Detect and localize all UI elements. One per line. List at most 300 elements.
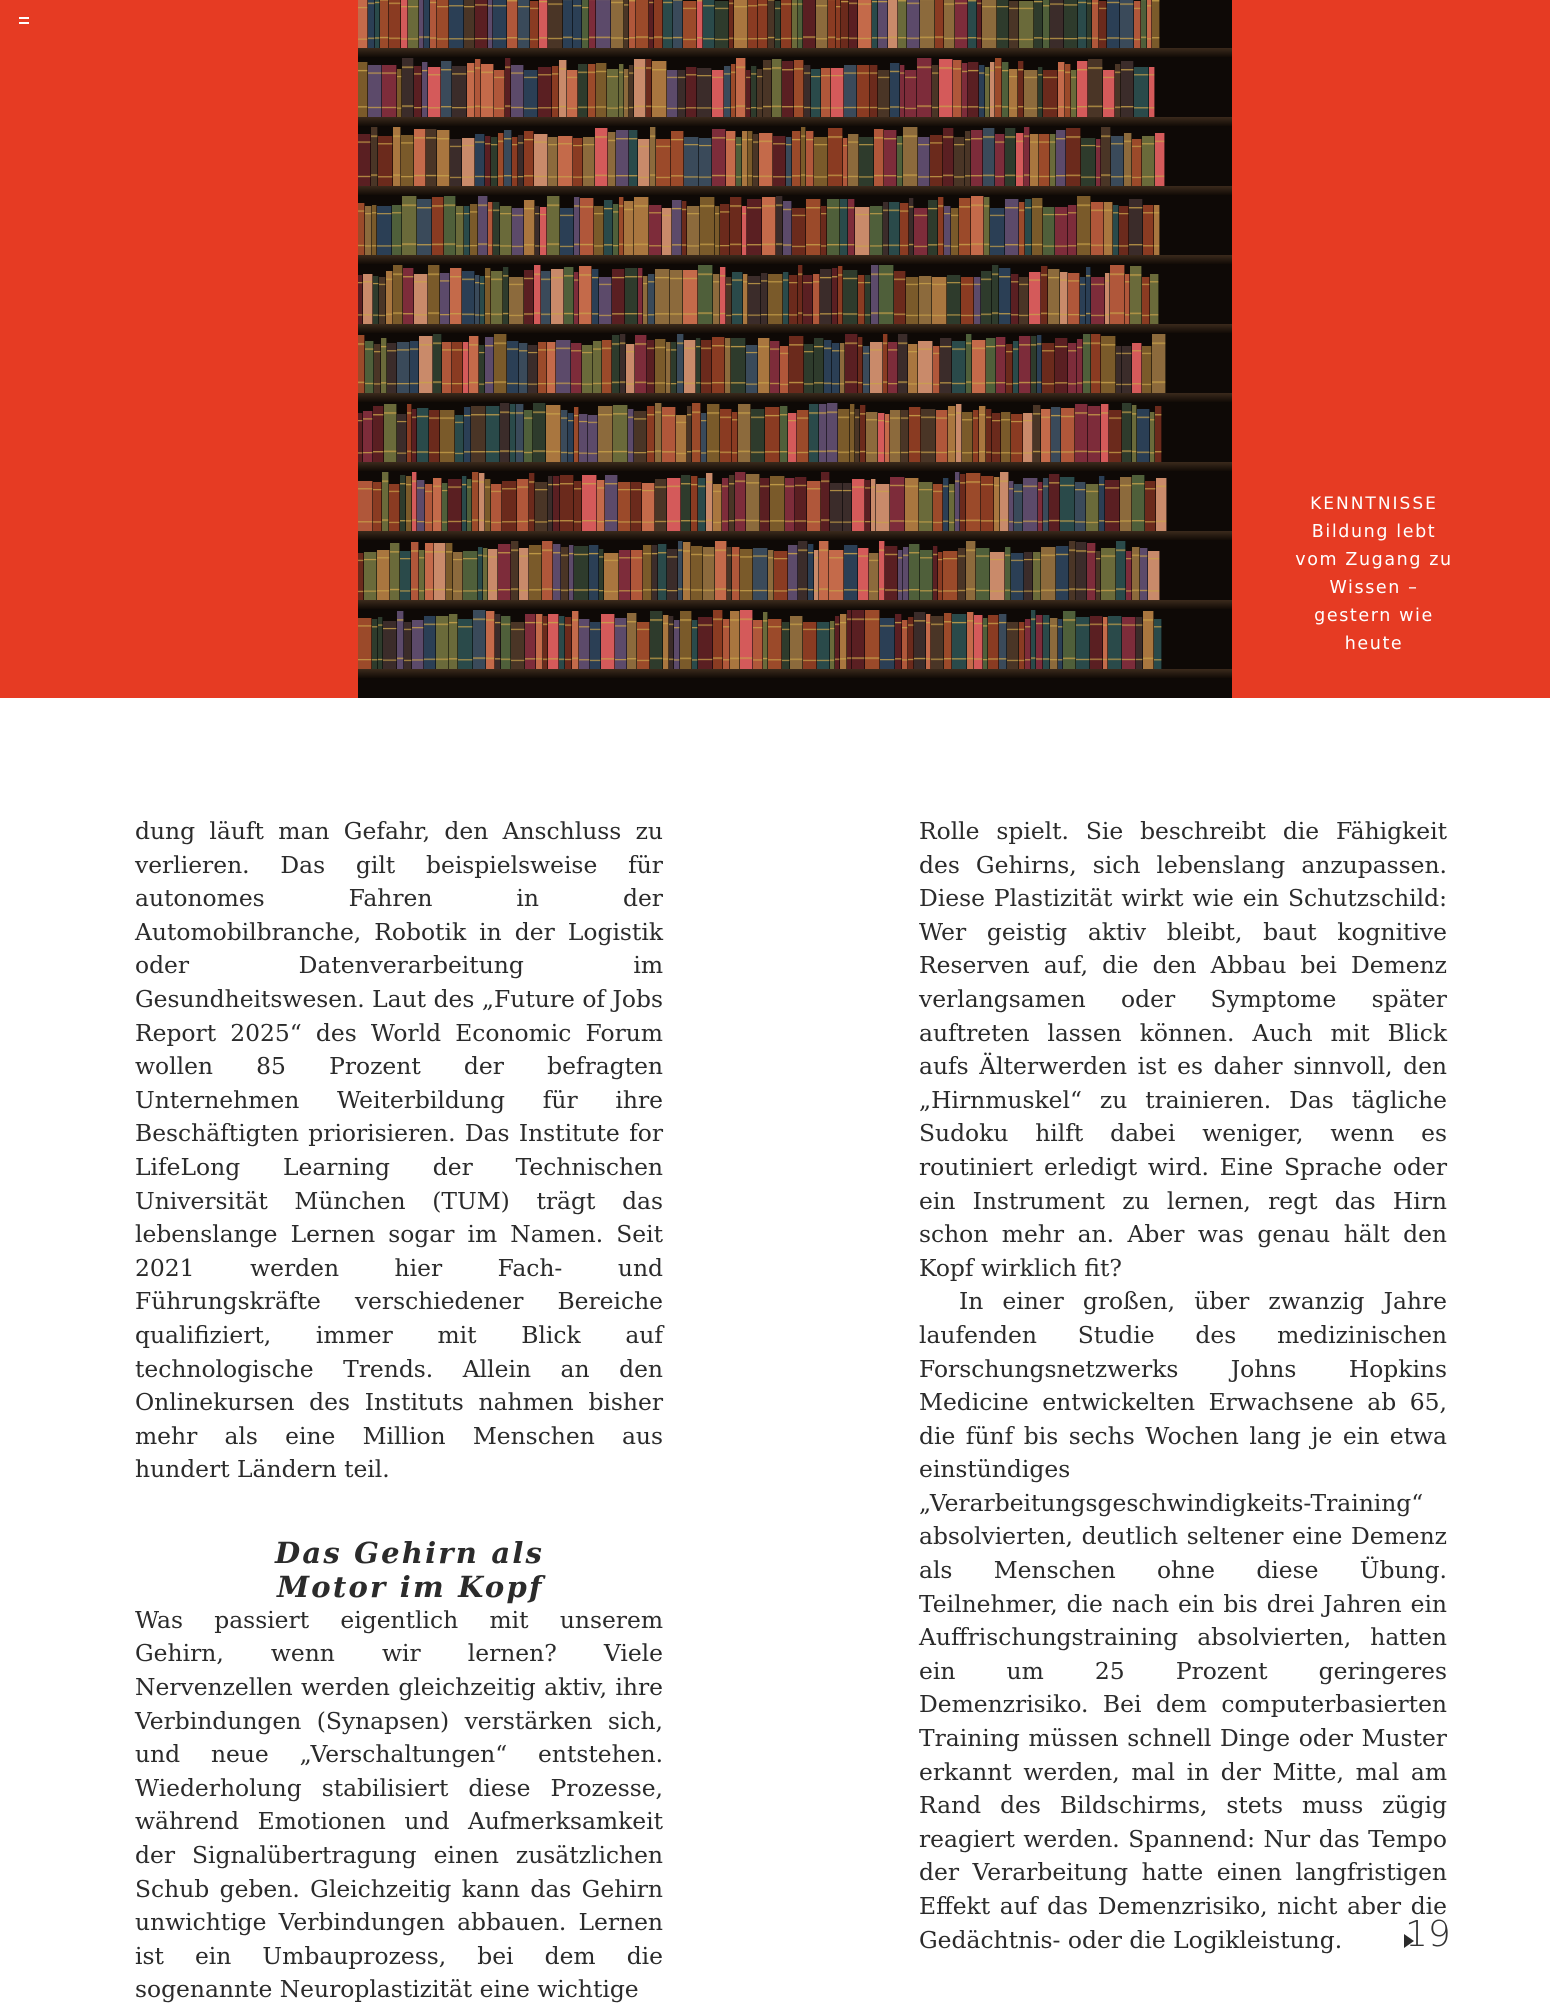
body-paragraph-text: In einer großen, über zwanzig Jahre laufenden Studie des medizinischen Forschungsnetzwerks Johns Hopkins Medicine entwickelten Erwachsene ab 65, die fünf bis sechs Wochen lang je ein etwa einstündiges „Verarbeitungsgeschwindigkeits-Training“ absolvierten, deutlich seltener eine Demenz als Menschen ohne diese Übung. Teilnehmer, die nach ein bis drei Jahren ein Auffrischungstraining absolvierten, hatten ein um 25 Prozent geringeres Demenzrisiko. Bei dem computerbasierten Training müssen schnell Dinge oder Muster erkannt werden, mal in der Mitte, mal am Rand des Bildschirms, stets muss zügig reagiert werden. Spannend: Nur das Tempo der Verarbeitung hatte einen langfristigen Effekt auf das Demenzrisiko, nicht aber die Gedächtnis- oder die Logikleistung. — [919, 1287, 1447, 1954]
book-spine — [703, 547, 715, 600]
book-spine — [658, 544, 667, 600]
book-spine — [900, 203, 909, 255]
book-spine — [843, 270, 858, 324]
book-spine — [593, 341, 602, 393]
book-spine — [1143, 205, 1154, 255]
book-spine — [567, 70, 578, 117]
book-spine — [751, 409, 765, 462]
book-spine — [1122, 346, 1132, 393]
book-spine — [824, 340, 832, 393]
book-spine — [629, 0, 636, 48]
book-spine — [1101, 404, 1109, 462]
book-spine — [382, 65, 397, 117]
book-spine — [848, 134, 859, 186]
book-spine — [565, 617, 572, 669]
book-spine — [512, 208, 524, 255]
book-spine — [903, 127, 918, 186]
book-spine — [920, 550, 933, 600]
book-spine — [1032, 198, 1043, 255]
book-spine — [768, 619, 782, 669]
book-spine — [500, 206, 512, 255]
book-spine — [419, 336, 433, 393]
book-spine — [870, 65, 878, 117]
book-spine — [546, 405, 561, 462]
book-spine — [673, 0, 683, 48]
book-spine — [990, 208, 1005, 255]
book-spine — [843, 483, 852, 531]
book-spine — [440, 273, 450, 324]
shelf-row — [358, 0, 1232, 48]
book-spine — [595, 128, 608, 186]
book-spine — [1091, 334, 1101, 393]
book-spine — [501, 616, 511, 669]
book-spine — [588, 415, 598, 462]
book-spine — [832, 343, 840, 393]
book-spine — [888, 0, 898, 48]
body-paragraph: dung läuft man Gefahr, den Anschluss zu verlieren. Das gilt beispielsweise für autonomes Fahren in der Automobilbranche, Robotik in der Logistik oder Datenverarbeitung im Gesundheitswesen. Laut des „Future of Jobs Report 2025“ des World Economic Forum wollen 85 Prozent der befragten Unternehmen Weiterbildung für ihre Beschäftigten priorisieren. Das Institute for LifeLong Learning der Technischen Universität München (TUM) trägt das lebenslange Lernen sogar im Namen. Seit 2021 werden hier Fach- und Führungskräfte verschiedener Bereiche qualifiziert, immer mit Blick auf technologische Trends. Allein an den Onlinekursen des Instituts nahmen bisher mehr als eine Million Menschen aus hundert Ländern teil. — [135, 817, 663, 1484]
book-spine — [379, 277, 386, 324]
book-spine — [358, 481, 373, 531]
book-spine — [1043, 0, 1050, 48]
book-spine — [870, 342, 883, 393]
book-spine — [1155, 406, 1162, 462]
book-spine — [449, 0, 464, 48]
book-spine — [698, 617, 713, 669]
book-spine — [932, 277, 947, 324]
book-spine — [1056, 130, 1066, 186]
book-spine — [746, 345, 758, 393]
book-spine — [1142, 277, 1150, 324]
right-column — [919, 815, 1451, 1957]
book-spine — [986, 338, 996, 393]
book-spine — [1048, 269, 1060, 324]
book-spine — [878, 70, 890, 117]
book-spine — [1066, 128, 1081, 186]
book-spine — [890, 477, 905, 531]
book-spine — [619, 550, 631, 600]
book-spine — [1050, 0, 1064, 48]
book-spine — [397, 611, 404, 669]
book-spine — [387, 343, 397, 393]
book-spine — [1068, 205, 1077, 255]
book-spine — [408, 0, 419, 48]
book-spine — [738, 404, 751, 462]
book-spine — [1064, 0, 1078, 48]
shelf-row — [358, 333, 1232, 393]
book-spine — [1033, 405, 1041, 462]
book-spine — [1101, 127, 1111, 186]
book-spine — [930, 135, 943, 186]
book-spine — [475, 0, 488, 48]
book-spine — [430, 0, 437, 48]
book-spine — [971, 196, 984, 255]
book-spine — [589, 0, 596, 48]
book-spine — [588, 64, 596, 117]
book-spine — [783, 201, 792, 255]
book-spine — [1041, 547, 1056, 600]
book-spine — [449, 614, 458, 669]
book-spine — [1016, 133, 1024, 186]
book-spine — [563, 0, 573, 48]
book-spine — [580, 198, 594, 255]
book-spine — [906, 277, 919, 324]
book-spine — [493, 202, 500, 255]
book-spine — [731, 338, 746, 393]
book-spine — [365, 341, 374, 393]
book-spine — [829, 550, 844, 600]
book-spine — [844, 545, 858, 600]
book-spine — [753, 620, 763, 669]
book-spine — [649, 205, 662, 255]
book-spine — [389, 0, 401, 48]
book-spine — [1111, 136, 1124, 186]
book-spine — [995, 58, 1002, 117]
shelf-row — [358, 540, 1232, 600]
book-spine — [1058, 62, 1065, 117]
book-spine — [1121, 61, 1134, 117]
book-spine — [944, 613, 952, 669]
book-spine — [507, 0, 518, 48]
book-spine — [1154, 619, 1162, 669]
book-spine — [485, 337, 494, 393]
book-spine — [905, 70, 917, 117]
book-spine — [564, 267, 574, 324]
book-spine — [589, 545, 599, 600]
book-spine — [1063, 611, 1076, 669]
book-spine — [579, 414, 588, 462]
book-spine — [797, 410, 809, 462]
book-spine — [1043, 207, 1055, 255]
book-spine — [437, 130, 450, 186]
book-spine — [828, 0, 836, 48]
body-paragraph: Rolle spielt. Sie beschreibt die Fähigkeit des Gehirns, sich lebenslang anzupassen. Diese Plastizität wirkt wie ein Schutzschild: Wer geistig aktiv bleibt, baut kognitive Reserven auf, die den Abbau bei Demenz verlangsamen oder Symptome später auftreten lassen können. Auch mit Blick aufs Älterwerden ist es daher sinnvoll, den „Hirnmuskel“ zu trainieren. Das tägliche Sudoku hilft dabei weniger, wenn es routiniert erledigt wird. Eine Sprache oder ein Instrument zu lernen, regt das Hirn schon mehr an. Aber was genau hält den Kopf wirklich fit? — [919, 817, 1447, 1282]
book-spine — [631, 482, 642, 531]
book-spine — [830, 483, 843, 531]
book-spine — [914, 612, 926, 669]
book-spine — [1019, 336, 1031, 393]
shelf-board — [358, 669, 1232, 678]
book-spine — [909, 544, 920, 600]
book-spine — [582, 345, 593, 393]
book-spine — [469, 336, 479, 393]
book-spine — [999, 268, 1011, 324]
book-spine — [888, 342, 898, 393]
book-spine — [1142, 136, 1155, 186]
book-spine — [816, 0, 828, 48]
book-spine — [636, 0, 649, 48]
book-spine — [393, 265, 403, 324]
book-spine — [781, 0, 792, 48]
book-spine — [914, 208, 928, 255]
book-spine — [573, 0, 582, 48]
book-spine — [548, 614, 559, 669]
book-spine — [368, 65, 382, 117]
book-spine — [962, 412, 973, 462]
book-spine — [845, 334, 858, 393]
book-spine — [1145, 481, 1156, 531]
book-spine — [602, 340, 612, 393]
book-spine — [582, 475, 597, 531]
book-spine — [1007, 622, 1019, 669]
book-spine — [429, 410, 440, 462]
book-spine — [740, 549, 753, 600]
book-spine — [959, 198, 971, 255]
book-spine — [634, 411, 647, 462]
book-spine — [498, 544, 511, 600]
book-spine — [517, 479, 529, 531]
book-spine — [605, 475, 618, 531]
book-spine — [961, 277, 974, 324]
book-spine — [524, 70, 538, 117]
book-spine — [919, 276, 932, 324]
book-spine — [373, 406, 384, 462]
book-spine — [1011, 414, 1023, 462]
book-spine — [358, 203, 365, 255]
book-spine — [734, 0, 748, 48]
book-spine — [634, 197, 649, 255]
book-spine — [804, 65, 811, 117]
book-spine — [1136, 617, 1143, 669]
book-spine — [1091, 202, 1104, 255]
book-spine — [358, 62, 368, 117]
book-spine — [747, 199, 762, 255]
book-spine — [814, 137, 828, 186]
book-spine — [410, 341, 419, 393]
book-spine — [691, 546, 703, 600]
left-column — [135, 815, 663, 2007]
book-spine — [1055, 207, 1068, 255]
book-spine — [462, 271, 475, 324]
book-spine — [541, 271, 551, 324]
book-spine — [414, 66, 422, 117]
book-spine — [494, 70, 505, 117]
book-spine — [667, 549, 678, 600]
book-spine — [712, 70, 724, 117]
book-spine — [947, 275, 961, 324]
book-spine — [571, 343, 582, 393]
book-spine — [436, 616, 449, 669]
book-spine — [683, 1, 697, 48]
book-spine — [1050, 618, 1058, 669]
book-spine — [723, 619, 730, 669]
book-spine — [561, 547, 569, 600]
book-spine — [931, 616, 944, 669]
book-spine — [1150, 274, 1159, 324]
book-spine — [678, 70, 686, 117]
body-paragraph — [919, 1285, 1451, 1957]
book-spine — [491, 484, 502, 531]
book-spine — [618, 482, 631, 531]
book-spine — [442, 342, 452, 393]
book-spine — [746, 474, 760, 531]
book-spine — [401, 135, 414, 186]
book-spine — [1101, 336, 1116, 393]
book-spine — [470, 204, 478, 255]
subhead-line: Motor im Kopf — [277, 1569, 544, 1604]
book-spine — [654, 0, 663, 48]
book-spine — [890, 63, 900, 117]
book-spine — [626, 344, 635, 393]
book-spine — [697, 68, 712, 117]
book-spine — [403, 268, 414, 324]
book-spine — [948, 406, 956, 462]
book-spine — [397, 342, 410, 393]
shelf-row — [358, 126, 1232, 186]
book-spine — [1075, 404, 1088, 462]
book-spine — [519, 343, 528, 393]
body-paragraph: Was passiert eigentlich mit unserem Gehirn, wenn wir lernen? Viele Nervenzellen werden gleichzeitig aktiv, ihre Verbindungen (Synapsen) verstärken sich, und neue „Verschaltungen“ entstehen. Wiederholung stabilisiert diese Prozesse, während Emotionen und Aufmerksamkeit der Signalübertragung einen zusätzlichen Schub geben. Gleichzeitig kann das Gehirn unwichtige Verbindungen abbauen. Lernen ist ein Umbauprozess, bei dem die sogenannte Neuroplastizität eine wichtige — [135, 1605, 663, 2004]
book-spine — [1103, 70, 1115, 117]
book-spine — [1011, 274, 1019, 324]
book-spine — [732, 272, 743, 324]
book-spine — [901, 410, 909, 462]
caption-kicker: KENNTNISSE — [1310, 494, 1438, 514]
book-spine — [601, 614, 615, 669]
book-spine — [650, 611, 663, 669]
book-spine — [966, 541, 976, 600]
book-spine — [1069, 541, 1076, 600]
book-spine — [425, 484, 433, 531]
book-spine — [1122, 403, 1132, 462]
book-spine — [1143, 611, 1154, 669]
book-spine — [760, 478, 770, 531]
book-spine — [1043, 70, 1058, 117]
book-spine — [857, 65, 870, 117]
book-spine — [667, 70, 678, 117]
book-spine — [859, 137, 874, 186]
book-spine — [943, 128, 954, 186]
book-spine — [516, 404, 524, 462]
book-spine — [552, 66, 559, 117]
book-spine — [662, 407, 676, 462]
book-spine — [898, 334, 908, 393]
book-spine — [730, 197, 742, 255]
book-spine — [908, 344, 918, 393]
book-spine — [486, 406, 500, 462]
book-spine — [625, 268, 638, 324]
book-spine — [898, 0, 907, 48]
book-spine — [365, 206, 372, 255]
book-spine — [671, 131, 684, 186]
book-spine — [613, 405, 628, 462]
book-spine — [533, 403, 546, 462]
book-spine — [880, 618, 895, 669]
book-spine — [1087, 543, 1096, 600]
book-spine — [803, 622, 817, 669]
book-spine — [377, 550, 390, 600]
book-spine — [890, 410, 901, 462]
book-spine — [788, 413, 797, 462]
book-spine — [561, 410, 568, 462]
book-spine — [615, 618, 627, 669]
book-spine — [1011, 553, 1024, 600]
book-spine — [967, 612, 974, 669]
book-spine — [662, 208, 672, 255]
book-spine — [1029, 272, 1041, 324]
book-spine — [655, 339, 666, 393]
book-spine — [647, 340, 655, 393]
book-spine — [1137, 409, 1150, 462]
book-spine — [841, 0, 849, 48]
book-spine — [909, 407, 921, 462]
book-spine — [648, 274, 655, 324]
book-spine — [1049, 474, 1060, 531]
hamburger-menu-icon[interactable] — [19, 17, 29, 27]
book-spine — [997, 0, 1009, 48]
book-spine — [974, 277, 981, 324]
book-spine — [1078, 0, 1087, 48]
book-spine — [1155, 133, 1165, 186]
shelf-board — [358, 186, 1232, 195]
book-spine — [670, 270, 683, 324]
book-spine — [478, 196, 488, 255]
book-spine — [655, 479, 667, 531]
shelf-row — [358, 264, 1232, 324]
book-spine — [616, 130, 629, 186]
book-spine — [676, 415, 687, 462]
book-spine — [999, 614, 1007, 669]
book-spine — [806, 131, 814, 186]
book-spine — [536, 614, 543, 669]
book-spine — [878, 0, 888, 48]
book-spine — [1132, 475, 1145, 531]
shelf-board — [358, 462, 1232, 471]
book-spine — [627, 613, 637, 669]
book-spine — [753, 548, 768, 600]
book-spine — [917, 58, 932, 117]
book-spine — [879, 265, 894, 324]
book-spine — [803, 0, 816, 48]
book-spine — [629, 130, 638, 186]
book-spine — [472, 472, 479, 531]
book-spine — [1039, 134, 1050, 186]
book-spine — [715, 1, 729, 48]
book-spine — [382, 472, 389, 531]
book-spine — [968, 0, 977, 48]
book-spine — [631, 550, 643, 600]
book-spine — [481, 64, 494, 117]
book-spine — [858, 548, 869, 600]
book-spine — [1077, 61, 1088, 117]
book-spine — [463, 551, 478, 600]
book-spine — [1122, 617, 1136, 669]
book-spine — [972, 340, 986, 393]
book-spine — [1119, 206, 1129, 255]
book-spine — [559, 60, 567, 117]
book-spine — [928, 200, 938, 255]
book-spine — [827, 403, 838, 462]
book-spine — [493, 0, 507, 48]
book-spine — [707, 404, 720, 462]
book-spine — [1056, 546, 1069, 600]
book-spine — [772, 59, 782, 117]
book-spine — [852, 610, 865, 669]
book-spine — [475, 134, 485, 186]
book-spine — [528, 345, 538, 393]
book-spine — [761, 273, 768, 324]
book-spine — [432, 197, 444, 255]
book-spine — [1041, 266, 1048, 324]
book-spine — [894, 271, 906, 324]
book-spine — [990, 552, 1005, 600]
book-spine — [583, 137, 595, 186]
book-spine — [871, 265, 879, 324]
book-spine — [417, 199, 432, 255]
book-spine — [935, 0, 944, 48]
book-spine — [1076, 617, 1090, 669]
book-spine — [684, 340, 696, 393]
book-spine — [952, 614, 967, 669]
